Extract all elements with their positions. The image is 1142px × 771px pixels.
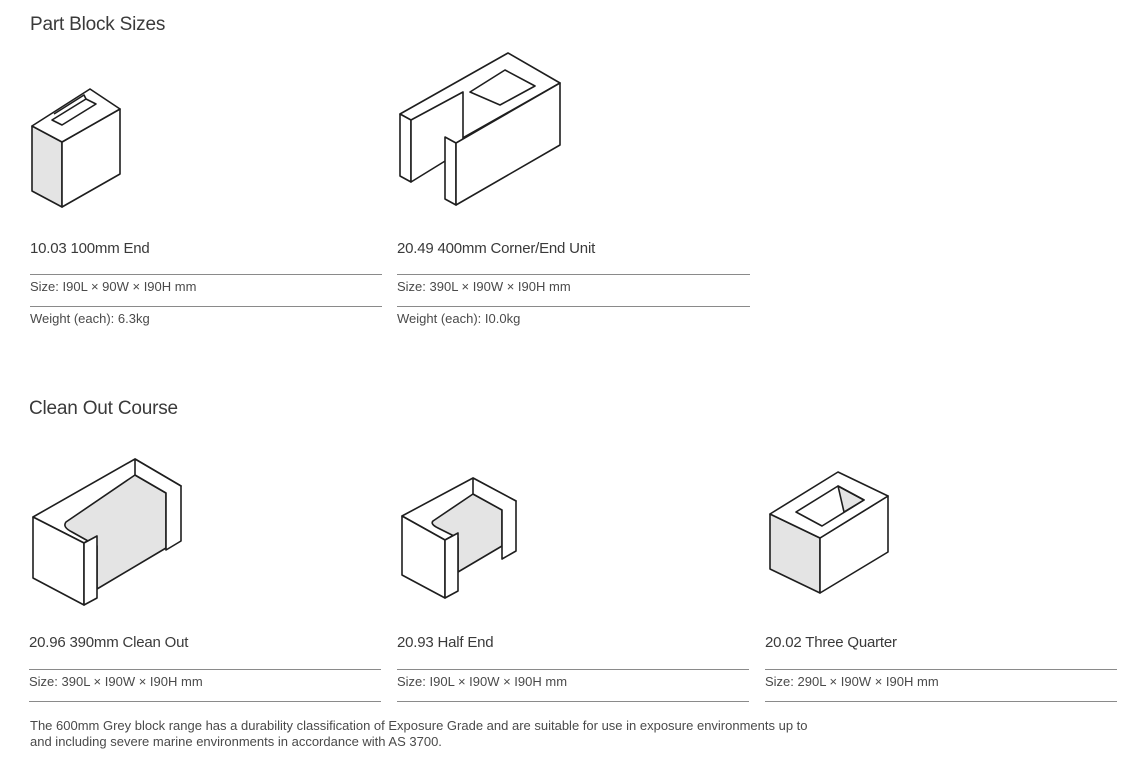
- clean-out-block-icon: [28, 455, 186, 610]
- corner-end-block-icon: [395, 48, 565, 208]
- divider: [397, 274, 750, 275]
- item-title: 20.49 400mm Corner/End Unit: [397, 240, 596, 257]
- divider: [765, 701, 1117, 702]
- divider: [29, 669, 381, 670]
- item-size: Size: 290L × I90W × I90H mm: [765, 674, 939, 689]
- item-weight: Weight (each): 6.3kg: [30, 311, 150, 326]
- end-block-icon: [25, 85, 125, 210]
- item-size: Size: I90L × 90W × I90H mm: [30, 279, 197, 294]
- three-quarter-block-icon: [765, 467, 893, 599]
- divider: [397, 701, 749, 702]
- item-title: 20.02 Three Quarter: [765, 634, 897, 651]
- item-title: 20.93 Half End: [397, 634, 494, 651]
- divider: [29, 701, 381, 702]
- divider: [30, 274, 382, 275]
- section-title-clean-out-course: Clean Out Course: [29, 398, 178, 419]
- item-weight: Weight (each): I0.0kg: [397, 311, 521, 326]
- half-end-block-icon: [397, 472, 522, 604]
- item-size: Size: 390L × I90W × I90H mm: [397, 279, 571, 294]
- divider: [397, 306, 750, 307]
- durability-footnote: The 600mm Grey block range has a durability classification of Exposure Grade and are suitable for use in exposure environments up to and including severe marine environments in accordance with AS 3700.: [30, 718, 808, 749]
- item-size: Size: 390L × I90W × I90H mm: [29, 674, 203, 689]
- item-title: 20.96 390mm Clean Out: [29, 634, 189, 651]
- item-title: 10.03 100mm End: [30, 240, 150, 257]
- divider: [765, 669, 1117, 670]
- item-size: Size: I90L × I90W × I90H mm: [397, 674, 568, 689]
- section-title-part-block-sizes: Part Block Sizes: [30, 14, 166, 35]
- divider: [397, 669, 749, 670]
- divider: [30, 306, 382, 307]
